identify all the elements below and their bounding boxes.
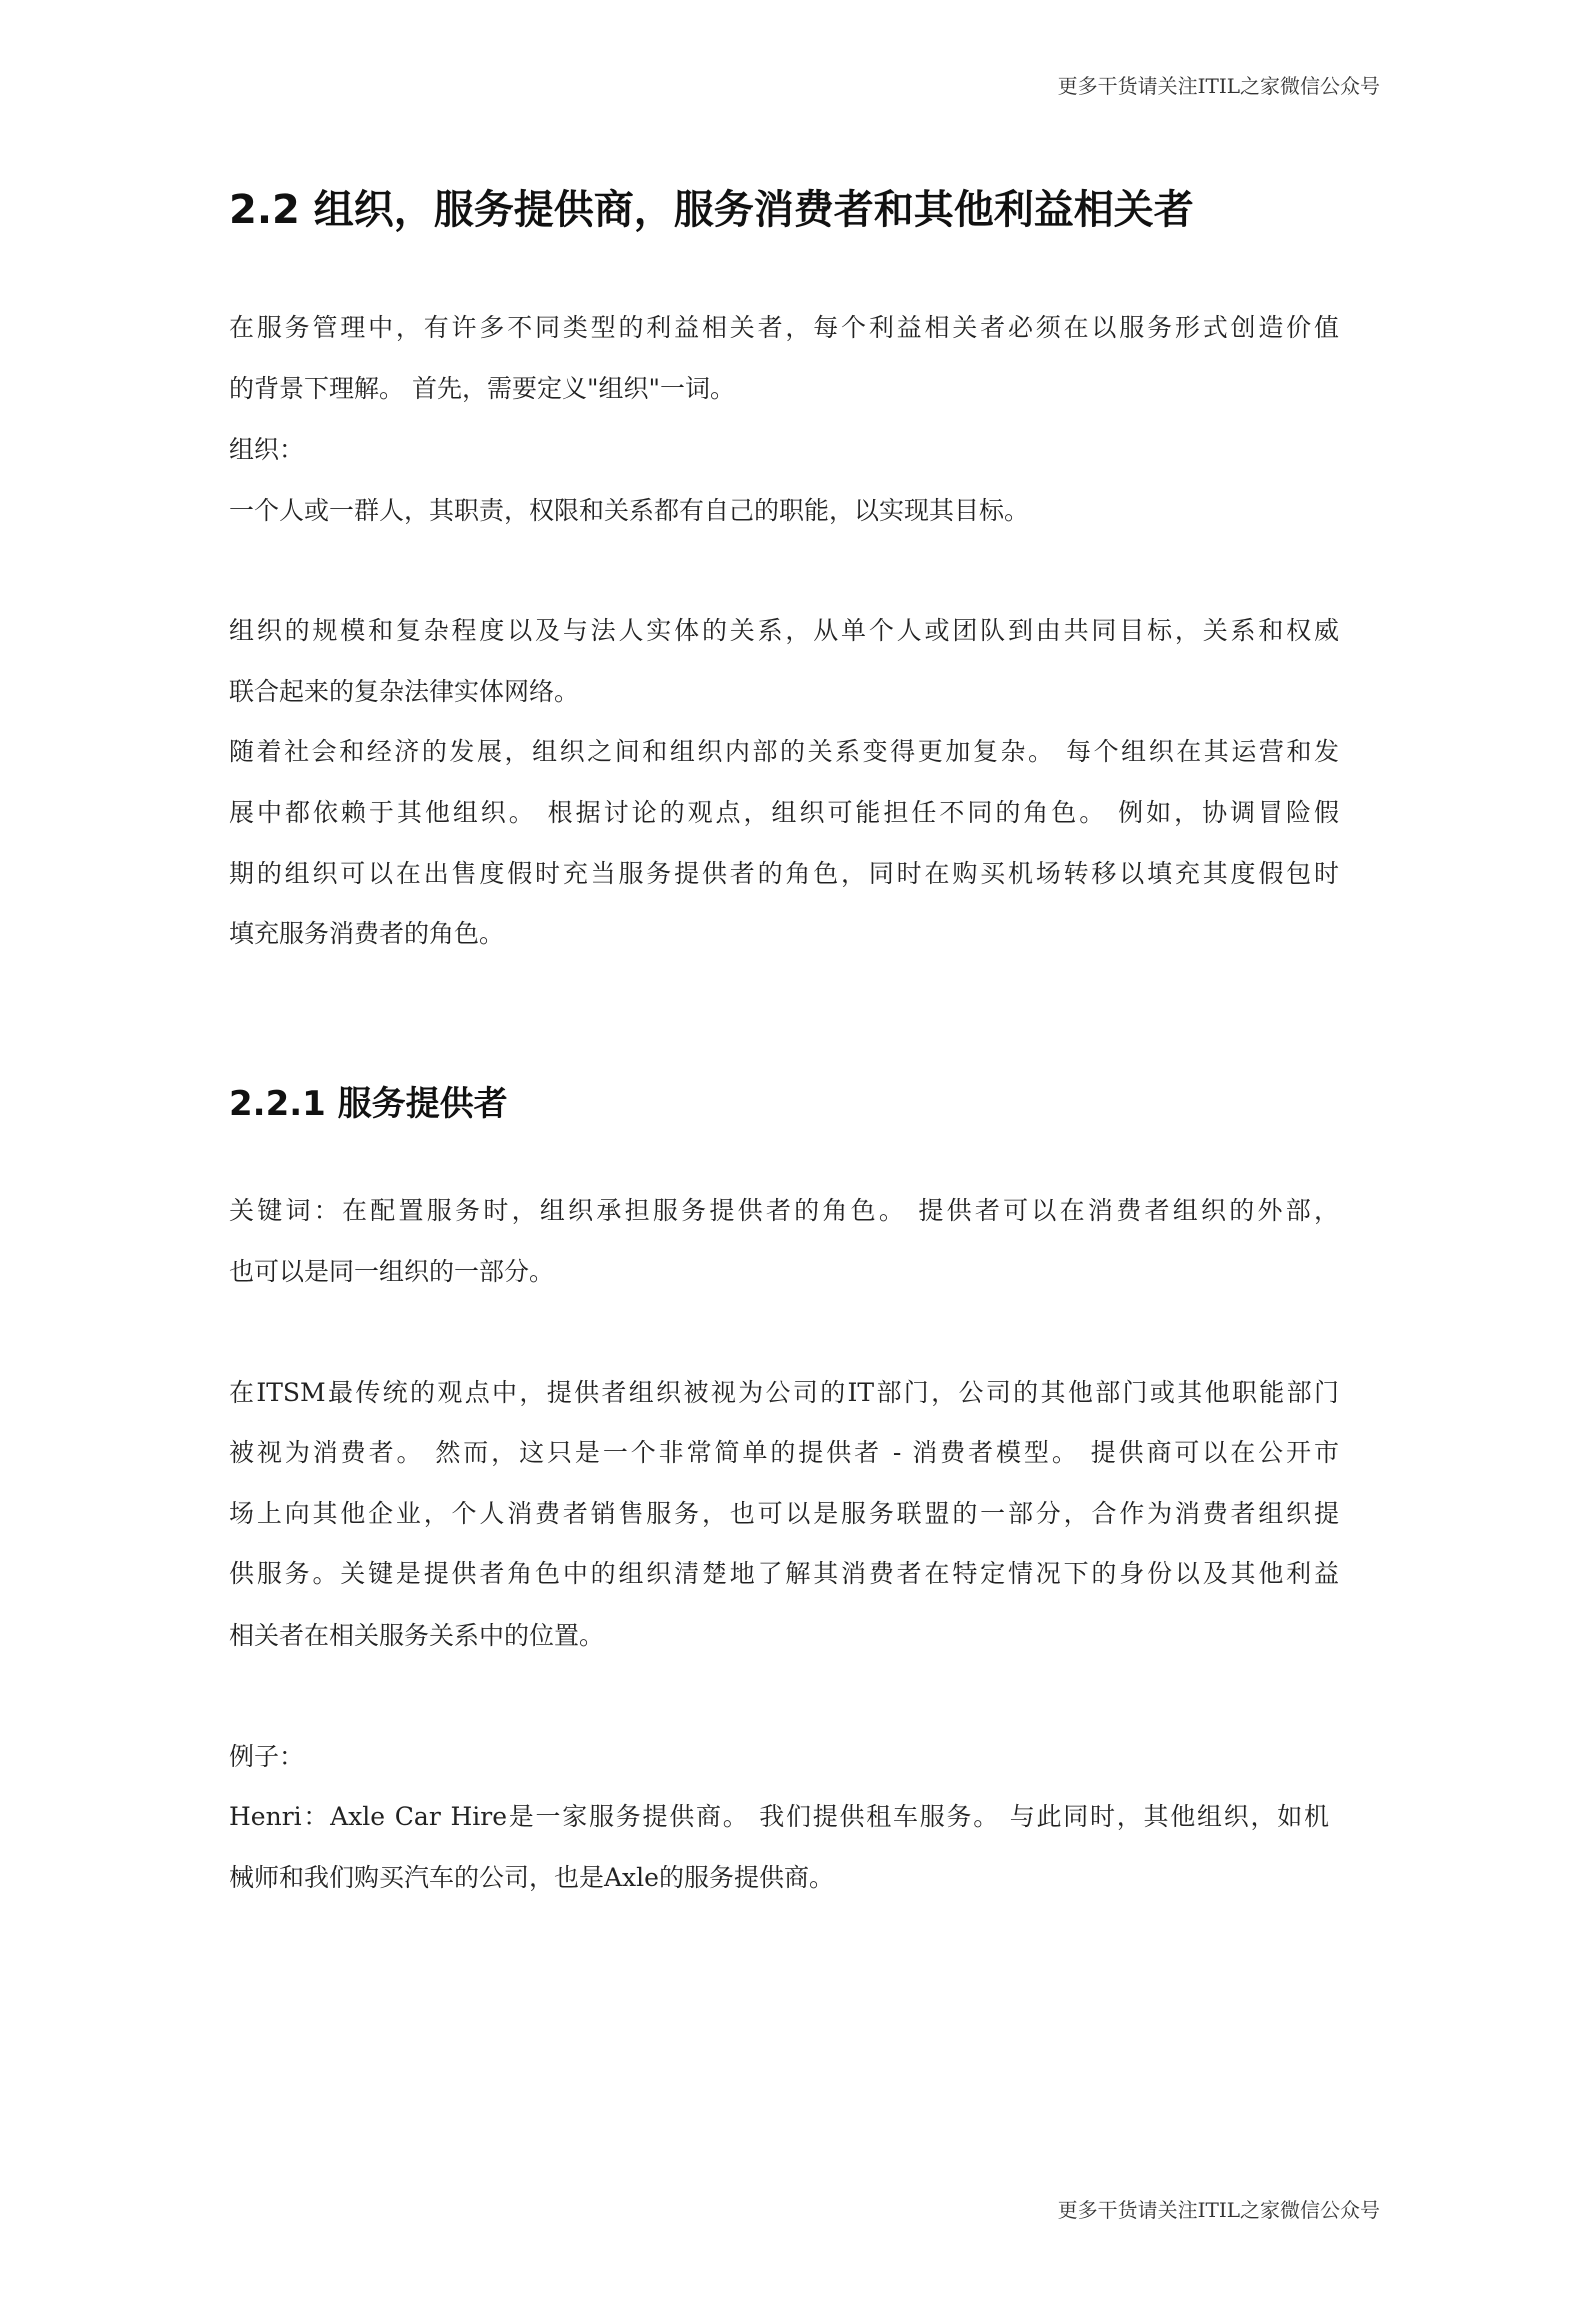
paragraph-line: 被视为消费者。 然而，这只是一个非常简单的提供者 - 消费者模型。 提供商可以在公开市: [229, 1438, 1339, 1467]
paragraph-line: 例子：: [229, 1742, 305, 1771]
paragraph-line: 械师和我们购买汽车的公司，也是Axle的服务提供商。: [229, 1863, 834, 1892]
paragraph-line: 在ITSM最传统的观点中，提供者组织被视为公司的IT部门，公司的其他部门或其他职能部门: [229, 1378, 1339, 1407]
paragraph-line: 期的组织可以在出售度假时充当服务提供者的角色，同时在购买机场转移以填充其度假包时: [229, 859, 1339, 888]
paragraph-line: 填充服务消费者的角色。: [229, 919, 505, 948]
paragraph-line: 场上向其他企业，个人消费者销售服务，也可以是服务联盟的一部分，合作为消费者组织提: [229, 1499, 1339, 1528]
paragraph-line: 相关者在相关服务关系中的位置。: [229, 1621, 605, 1650]
paragraph-line: 随着社会和经济的发展，组织之间和组织内部的关系变得更加复杂。 每个组织在其运营和发: [229, 737, 1339, 766]
paragraph-line: Henri：Axle Car Hire是一家服务提供商。 我们提供租车服务。 与此同时，其他组织，如机: [229, 1802, 1329, 1831]
section-title: 2.2 组织，服务提供商，服务消费者和其他利益相关者: [229, 187, 1194, 233]
paragraph-line: 展中都依赖于其他组织。 根据讨论的观点，组织可能担任不同的角色。 例如，协调冒险假: [229, 798, 1339, 827]
page-header-note: 更多干货请关注ITIL之家微信公众号: [1057, 74, 1380, 98]
paragraph-line: 也可以是同一组织的一部分。: [229, 1257, 555, 1286]
subsection-title: 2.2.1 服务提供者: [229, 1084, 508, 1124]
paragraph-line: 在服务管理中，有许多不同类型的利益相关者，每个利益相关者必须在以服务形式创造价值: [229, 313, 1339, 342]
page-footer-note: 更多干货请关注ITIL之家微信公众号: [1057, 2198, 1380, 2222]
paragraph-line: 供服务。关键是提供者角色中的组织清楚地了解其消费者在特定情况下的身份以及其他利益: [229, 1559, 1339, 1588]
paragraph-line: 一个人或一群人，其职责，权限和关系都有自己的职能，以实现其目标。: [229, 496, 1030, 525]
paragraph-line: 联合起来的复杂法律实体网络。: [229, 677, 580, 706]
paragraph-line: 关键词：在配置服务时，组织承担服务提供者的角色。 提供者可以在消费者组织的外部，: [229, 1196, 1339, 1225]
paragraph-line: 组织的规模和复杂程度以及与法人实体的关系，从单个人或团队到由共同目标，关系和权威: [229, 616, 1339, 645]
paragraph-line: 组织：: [229, 435, 305, 464]
paragraph-line: 的背景下理解。 首先，需要定义"组织"一词。: [229, 374, 735, 403]
